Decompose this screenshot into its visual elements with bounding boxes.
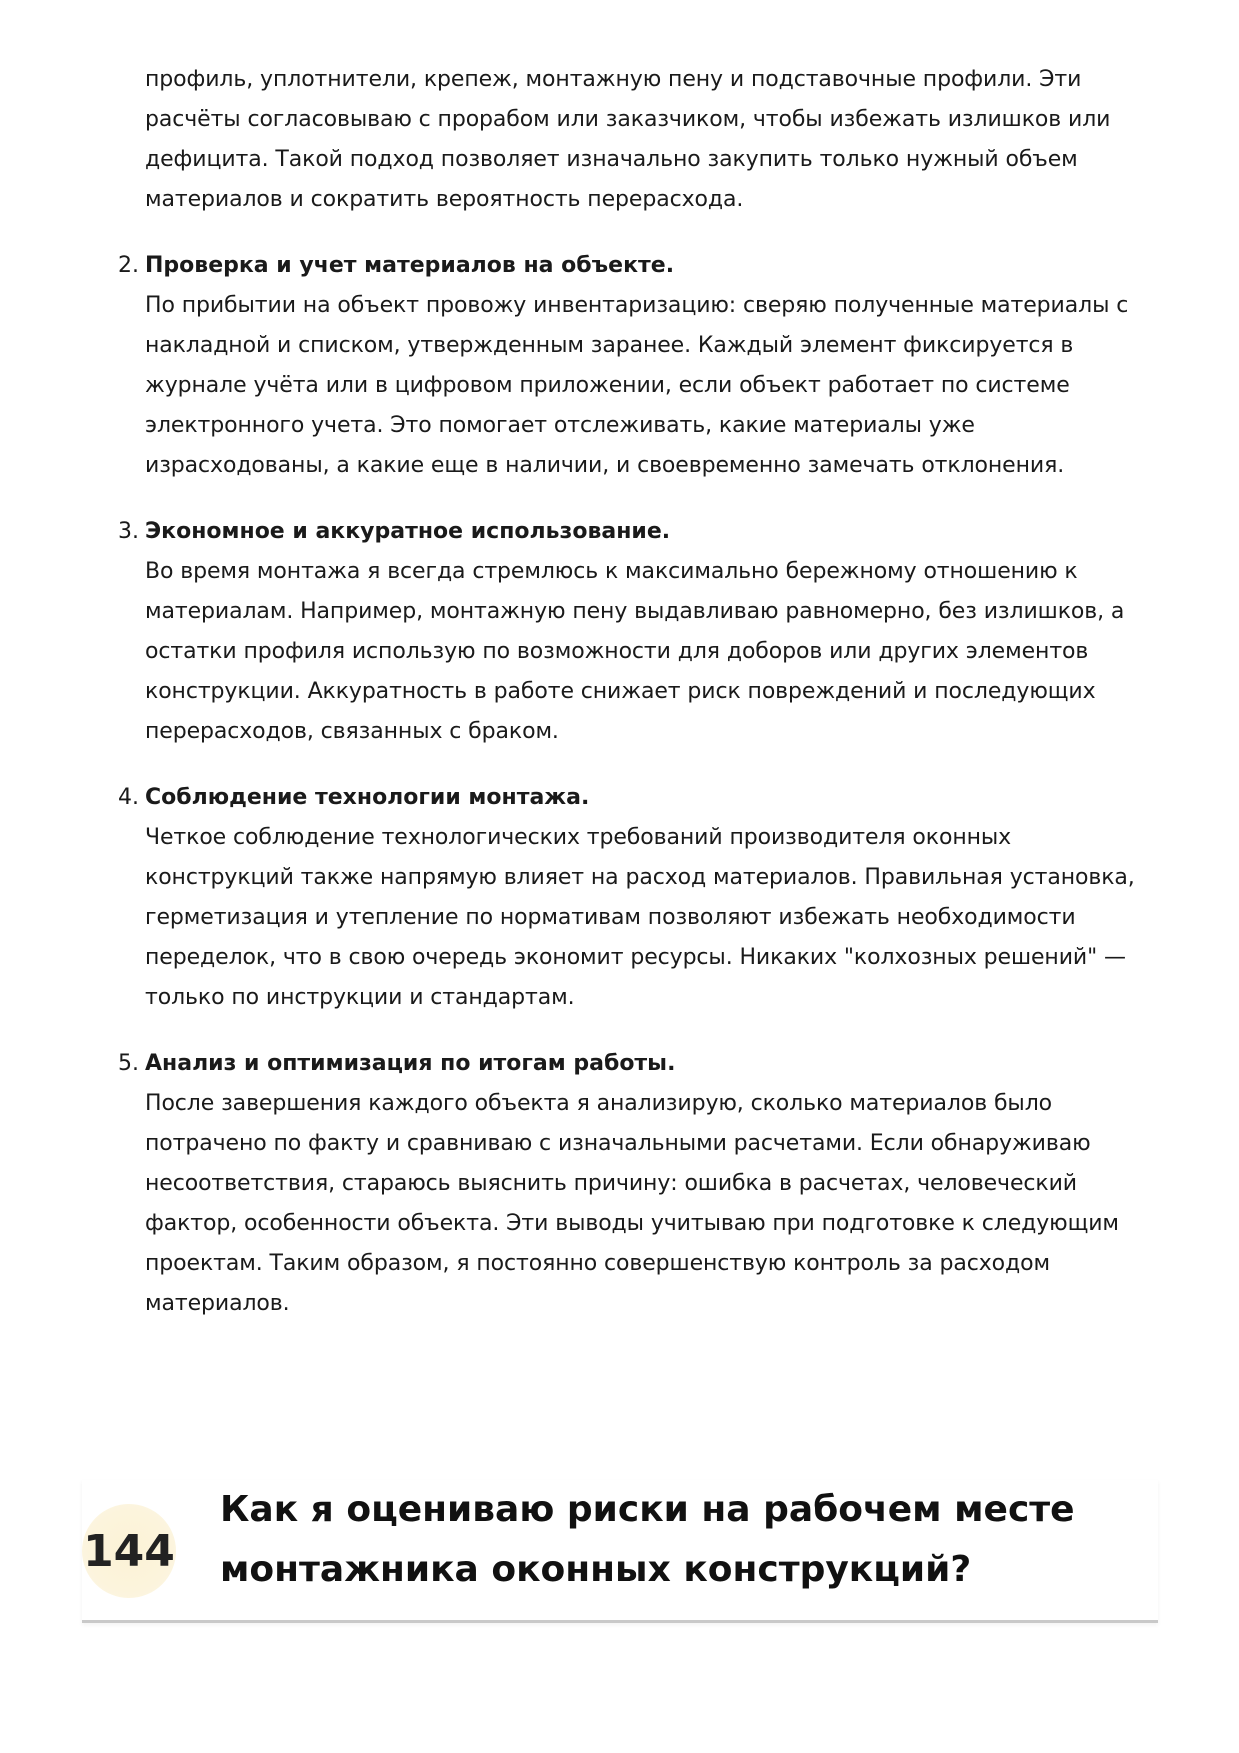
item-number: 2. bbox=[118, 253, 139, 278]
item-number: 5. bbox=[118, 1051, 139, 1076]
item-number: 3. bbox=[118, 519, 139, 544]
numbered-list bbox=[118, 246, 1155, 1324]
question-header bbox=[82, 1480, 1158, 1623]
item-title: Соблюдение технологии монтажа. bbox=[145, 785, 590, 810]
item-title: Экономное и аккуратное использование. bbox=[145, 519, 671, 544]
item-body: После завершения каждого объекта я анализирую, сколько материалов было потрачено по факту и сравниваю с изначальными расчетами. Если обнаруживаю несоответствия, стараюсь выяснить причину: ошибка в расчетах, человеческий фактор, особенности объекта. Эти выводы учитываю при подготовке к следующим проектам. Таким образом, я постоянно совершенствую контроль за расходом материалов. bbox=[145, 1091, 1119, 1316]
item-title: Проверка и учет материалов на объекте. bbox=[145, 253, 675, 278]
question-number-badge: 144 bbox=[82, 1504, 176, 1598]
list-item bbox=[118, 512, 1155, 752]
question-title: Как я оцениваю риски на рабочем месте монтажника оконных конструкций? bbox=[220, 1489, 1075, 1590]
list-item bbox=[118, 778, 1155, 1018]
lead-paragraph: профиль, уплотнители, крепеж, монтажную пену и подставочные профили. Эти расчёты согласовываю с прорабом или заказчиком, чтобы избежать излишков или дефицита. Такой подход позволяет изначально закупить только нужный объем материалов и сократить вероятность перерасхода. bbox=[145, 67, 1111, 212]
item-number: 4. bbox=[118, 785, 139, 810]
list-item bbox=[118, 246, 1155, 486]
item-body: Четкое соблюдение технологических требований производителя оконных конструкций также напрямую влияет на расход материалов. Правильная установка, герметизация и утепление по нормативам позволяют избежать необходимости переделок, что в свою очередь экономит ресурсы. Никаких "колхозных решений" — только по инструкции и стандартам. bbox=[145, 825, 1135, 1010]
document-body bbox=[118, 60, 1155, 1324]
item-body: По прибытии на объект провожу инвентаризацию: сверяю полученные материалы с накладной и списком, утвержденным заранее. Каждый элемент фиксируется в журнале учёта или в цифровом приложении, если объект работает по системе электронного учета. Это помогает отслеживать, какие материалы уже израсходованы, а какие еще в наличии, и своевременно замечать отклонения. bbox=[145, 293, 1129, 478]
item-body: Во время монтажа я всегда стремлюсь к максимально бережному отношению к материалам. Например, монтажную пену выдавливаю равномерно, без излишков, а остатки профиля использую по возможности для доборов или других элементов конструкции. Аккуратность в работе снижает риск повреждений и последующих перерасходов, связанных с браком. bbox=[145, 559, 1125, 744]
list-item bbox=[118, 1044, 1155, 1324]
item-title: Анализ и оптимизация по итогам работы. bbox=[145, 1051, 676, 1076]
